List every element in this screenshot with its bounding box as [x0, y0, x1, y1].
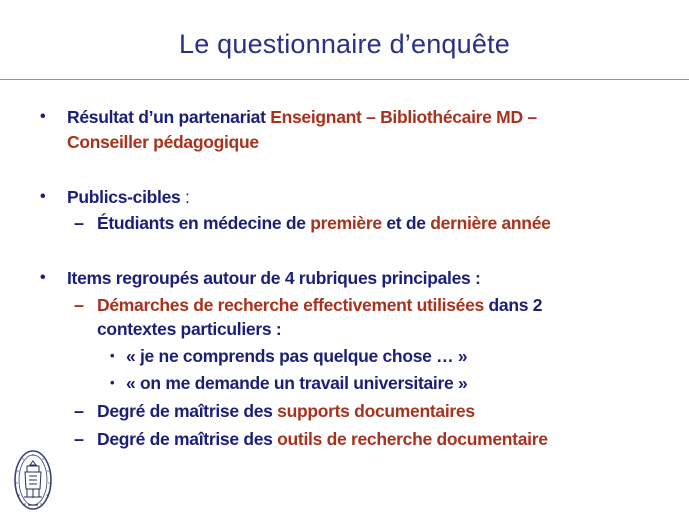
item-2-sub-1 [97, 211, 551, 235]
dash-icon: – [74, 429, 85, 449]
bullet-icon: • [110, 375, 115, 390]
item-2-sub-1-text-d: dernière année [430, 213, 551, 233]
item-3-sub-1-line-2: contextes particuliers : [97, 319, 282, 339]
bullet-icon: • [40, 108, 46, 125]
item-3-sub-2-text-a: Degré de maîtrise des [97, 401, 278, 421]
item-2-sub-1-text-c: et de [381, 213, 431, 233]
item-3-sub-3 [97, 427, 548, 451]
item-3-sub-3-text-b: outils de recherche documentaire [277, 429, 548, 449]
item-3-text-a: Items regroupés autour de [67, 268, 285, 288]
item-2-label: Publics-cibles [67, 187, 181, 207]
slide-title: Le questionnaire d’enquête [179, 29, 510, 59]
item-1-line-2: Conseiller pédagogique [67, 132, 259, 152]
dash-icon: – [74, 401, 85, 421]
dash-icon: – [74, 295, 85, 315]
item-3-text-b: 4 rubriques [284, 268, 377, 288]
item-2-sub-1-text-b: première [310, 213, 382, 233]
item-3-text-c: principales : [376, 268, 481, 288]
item-1-partners: Enseignant – Bibliothécaire MD – [270, 107, 537, 127]
item-3-sub-3-text-a: Degré de maîtrise des [97, 429, 278, 449]
item-2-line [67, 185, 190, 209]
bullet-icon: • [40, 269, 46, 286]
item-3-line [67, 266, 481, 290]
bullet-icon: • [110, 348, 115, 363]
item-3-sub-2 [97, 399, 475, 423]
item-3-sub-1-text-b: dans 2 [483, 295, 543, 315]
bullet-icon: • [40, 188, 46, 205]
item-3-subsub-1: « je ne comprends pas quelque chose … » [126, 346, 468, 366]
item-3-sub-1-text-a: Démarches de recherche effectivement utilisées [97, 295, 484, 315]
item-2-colon: : [180, 187, 190, 207]
university-seal-icon [13, 449, 53, 511]
item-2-sub-1-text-a: Étudiants en médecine de [97, 213, 311, 233]
item-3-sub-2-text-b: supports documentaires [277, 401, 475, 421]
item-1-line-1 [67, 105, 537, 129]
item-1-text: Résultat d’un partenariat [67, 107, 271, 127]
item-3-subsub-2: « on me demande un travail universitaire » [126, 373, 468, 393]
dash-icon: – [74, 213, 85, 233]
item-3-sub-1-line-1 [97, 293, 542, 317]
